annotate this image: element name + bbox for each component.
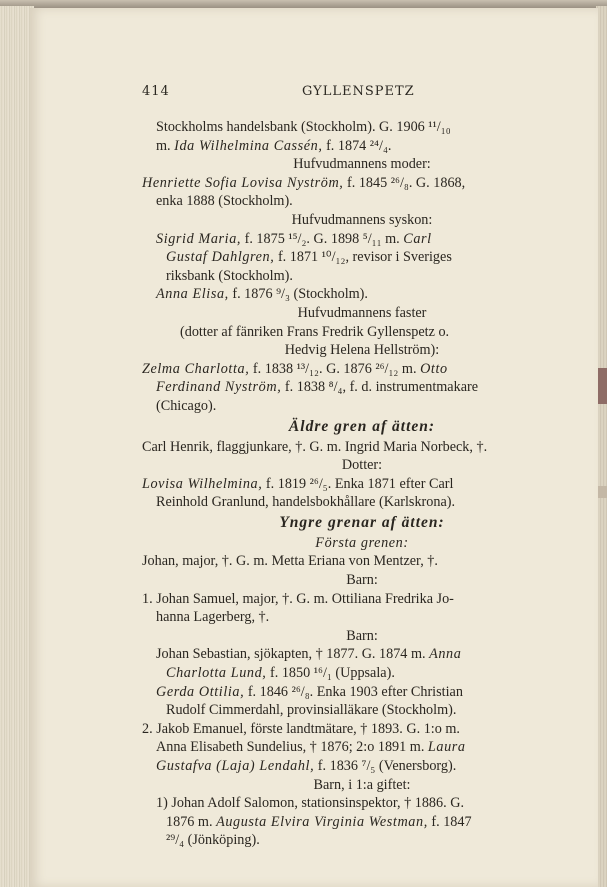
text-line: ²⁹/₄ (Jönköping). (166, 832, 260, 849)
text-line: Hedvig Helena Hellström): (284, 342, 440, 359)
section-subheading: Första grenen: (315, 534, 409, 551)
running-title: GYLLENSPETZ (302, 84, 415, 99)
text-line: 1876 m. Augusta Elvira Virginia Westman, f. 1847 (166, 813, 472, 830)
text-line: (dotter af fänriken Frans Fredrik Gyllenspetz o. (180, 323, 450, 340)
text-line: Zelma Charlotta, f. 1838 ¹³/₁₂. G. 1876 ²⁶/₁₂ m. Otto (142, 360, 448, 377)
text-line: Charlotta Lund, f. 1850 ¹⁶/₁ (Uppsala). (166, 665, 395, 682)
text-line: Ferdinand Nyström, f. 1838 ⁸/₄, f. d. instrumentmakare (156, 379, 479, 396)
text-line: Carl Henrik, flaggjunkare, †. G. m. Ingrid Maria Norbeck, †. (142, 438, 488, 455)
page-body (142, 118, 582, 850)
section-subheading: Dotter: (341, 457, 383, 474)
section-heading: Yngre grenar af ätten: (279, 513, 445, 531)
book-page (30, 8, 598, 887)
text-line: Rudolf Cimmerdahl, provinsialläkare (Stockholm). (166, 702, 457, 719)
text-line: Lovisa Wilhelmina, f. 1819 ²⁶/₅. Enka 1871 efter Carl (142, 475, 454, 492)
text-line: Gustaf Dahlgren, f. 1871 ¹⁰/₁₂, revisor i Sveriges (166, 249, 452, 266)
text-line: Stockholms handelsbank (Stockholm). G. 1906 ¹¹/₁₀ (156, 119, 451, 135)
text-line: Anna Elisa, f. 1876 ⁹/₃ (Stockholm). (156, 286, 368, 303)
bookmark-tab (598, 368, 607, 404)
section-subheading: Barn, i 1:a giftet: (313, 776, 411, 793)
text-line: Gustafva (Laja) Lendahl, f. 1836 ⁷/₅ (Venersborg). (156, 758, 457, 774)
text-line: 1. Johan Samuel, major, †. G. m. Ottiliana Fredrika Jo- (142, 590, 454, 607)
text-line: riksbank (Stockholm). (166, 267, 293, 284)
section-heading: Äldre gren af ätten: (288, 417, 436, 435)
text-line: (Chicago). (156, 397, 217, 414)
page-header (30, 84, 598, 104)
text-line: Gerda Ottilia, f. 1846 ²⁶/₈. Enka 1903 efter Christian (156, 683, 463, 700)
text-line: 2. Jakob Emanuel, förste landtmätare, † 1893. G. 1:o m. (142, 720, 460, 737)
text-line: Anna Elisabeth Sundelius, † 1876; 2:o 1891 m. Laura (156, 739, 466, 756)
text-line: Johan, major, †. G. m. Metta Eriana von Mentzer, †. (142, 553, 438, 570)
text-line: Reinhold Granlund, handelsbokhållare (Karlskrona). (156, 494, 456, 511)
page-marker (598, 486, 607, 498)
section-subheading: Hufvudmannens moder: (293, 156, 431, 173)
text-line: Johan Sebastian, sjökapten, † 1877. G. 1874 m. Anna (156, 646, 462, 663)
page-stack-left (0, 6, 34, 887)
text-line: Henriette Sofia Lovisa Nyström, f. 1845 ²⁶/₈. G. 1868, (142, 174, 466, 191)
page-number: 414 (142, 84, 170, 99)
text-line: m. Ida Wilhelmina Cassén, f. 1874 ²⁴/₄. (156, 137, 392, 154)
text-line: 1) Johan Adolf Salomon, stationsinspektor, † 1886. G. (156, 795, 464, 812)
text-line: enka 1888 (Stockholm). (156, 193, 293, 210)
section-subheading: Hufvudmannens faster (297, 304, 427, 321)
section-subheading: Hufvudmannens syskon: (291, 211, 433, 228)
text-line: hanna Lagerberg, †. (156, 609, 270, 626)
section-subheading: Barn: (346, 572, 378, 589)
section-subheading: Barn: (346, 627, 378, 644)
text-line: Sigrid Maria, f. 1875 ¹⁵/₂. G. 1898 ⁵/₁₁ m. Carl (156, 230, 432, 247)
